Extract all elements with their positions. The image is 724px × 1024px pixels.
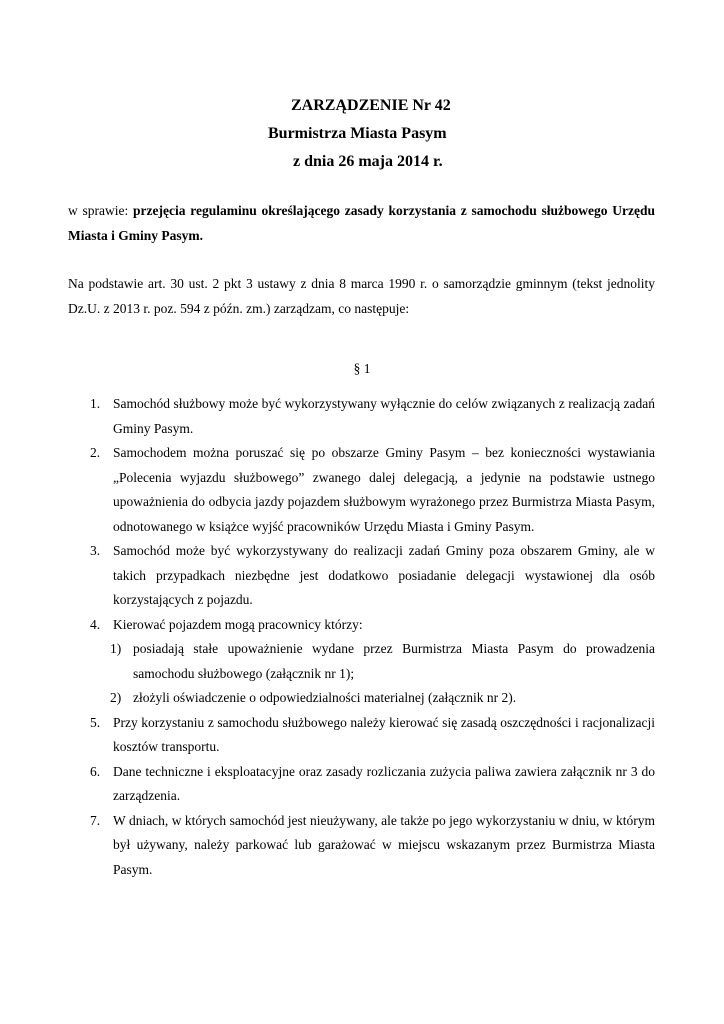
list-item (0, 809, 724, 883)
subitem-text: posiadają stałe upoważnienie wydane przez Burmistrza Miasta Pasym do prowadzenia samochodu służbowego (załącznik nr 1); (133, 641, 655, 681)
document-title: ZARZĄDZENIE Nr 42 (291, 97, 451, 114)
subject-paragraph (68, 199, 655, 248)
subitem-text: złożyli oświadczenie o odpowiedzialności materialnej (załącznik nr 2). (133, 690, 517, 705)
subitem-number: 2) (110, 690, 122, 705)
list-item (0, 760, 724, 809)
document-date: z dnia 26 maja 2014 r. (293, 153, 443, 170)
item-number: 3. (90, 543, 101, 558)
sub-list-item (0, 637, 724, 686)
sub-list-item (0, 686, 724, 711)
list-item (0, 392, 724, 441)
item-number: 5. (90, 714, 101, 730)
list-item (0, 613, 724, 638)
list-item (0, 539, 724, 613)
item-number: 1. (90, 396, 101, 411)
item-text: Samochód może być wykorzystywany do realizacji zadań Gminy poza obszarem Gminy, ale w takich przypadkach niezbędne jest dodatkowo posiadanie delegacji wystawionej dla osób korzystających z pojazdu. (113, 543, 655, 607)
issuer-title: Burmistrza Miasta Pasym (268, 125, 447, 142)
item-number: 4. (90, 616, 101, 632)
item-text: Samochód służbowy może być wykorzystywany wyłącznie do celów związanych z realizacją zadań Gminy Pasym. (113, 396, 655, 436)
item-text: Samochodem można poruszać się po obszarze Gminy Pasym – bez konieczności wystawiania „Polecenia wyjazdu służbowego” zwanego dalej delegacją, a jedynie na podstawie ustnego upoważnienia do odbycia jazdy pojazdem służbowym wyrażonego przez Burmistrza Miasta Pasym, odnotowanego w książce wyjść pracowników Urzędu Miasta i Gminy Pasym. (113, 445, 655, 534)
list-item (0, 441, 724, 539)
legal-basis-paragraph: Na podstawie art. 30 ust. 2 pkt 3 ustawy z dnia 8 marca 1990 r. o samorządzie gminnym (tekst jednolity Dz.U. z 2013 r. poz. 594 z późn. zm.) zarządzam, co następuje: (68, 276, 655, 316)
subject-text: przejęcia regulaminu określającego zasady korzystania z samochodu służbowego Urzędu Miasta i Gminy Pasym. (68, 203, 656, 243)
list-item (0, 711, 724, 760)
subject-prefix: w sprawie: (68, 203, 133, 218)
item-text: W dniach, w których samochód jest nieużywany, ale także po jego wykorzystaniu w dniu, w którym był używany, należy parkować lub garażować w miejscu wskazanym przez Burmistrza Miasta Pasym. (113, 812, 655, 877)
item-number: 6. (90, 763, 101, 779)
section-mark: § 1 (353, 361, 371, 376)
items-list (0, 392, 724, 882)
item-number: 7. (90, 812, 101, 828)
item-text: Przy korzystaniu z samochodu służbowego należy kierować się zasadą oszczędności i racjonalizacji kosztów transportu. (113, 714, 655, 754)
subitem-number: 1) (110, 641, 122, 656)
item-text: Kierować pojazdem mogą pracownicy którzy: (113, 616, 363, 632)
item-text: Dane techniczne i eksploatacyjne oraz zasady rozliczania zużycia paliwa zawiera załącznik nr 3 do zarządzenia. (113, 763, 655, 803)
item-number: 2. (90, 445, 101, 460)
